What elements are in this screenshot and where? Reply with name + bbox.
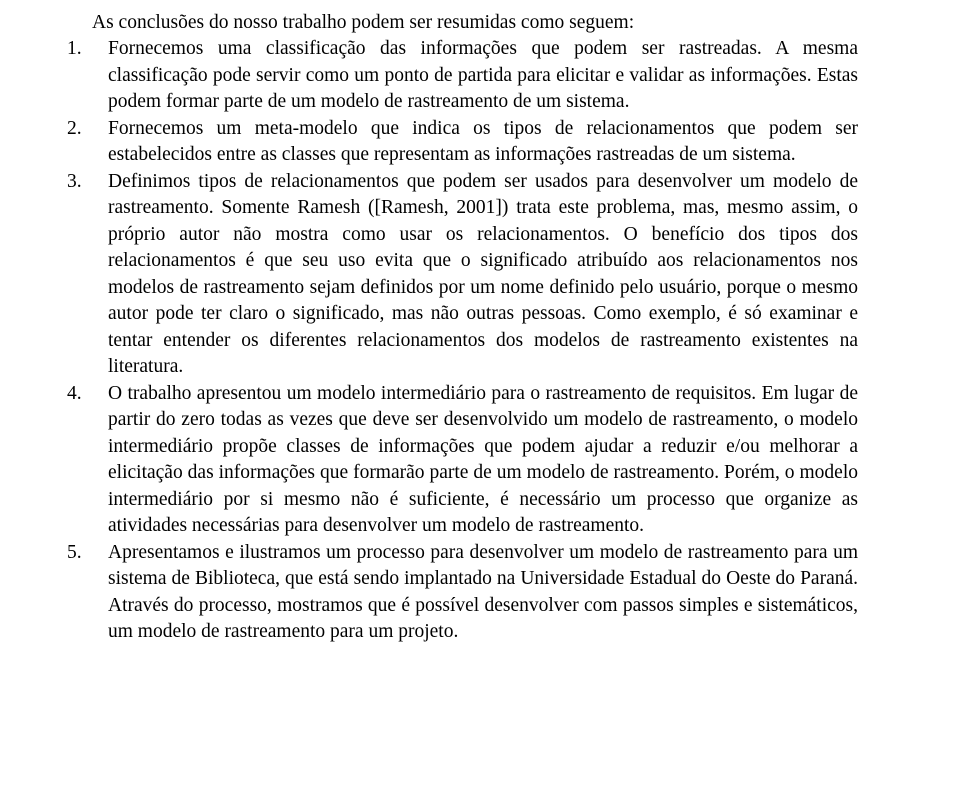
list-item-text: Fornecemos um meta-modelo que indica os tipos de relacionamentos que podem ser estabelecidos entre as classes que representam as informações rastreadas de um sistema. <box>108 117 858 165</box>
list-item-text: Definimos tipos de relacionamentos que podem ser usados para desenvolver um modelo de rastreamento. Somente Ramesh ([Ramesh, 2001]) trata este problema, mas, mesmo assim, o próprio autor não mostra como usar os relacionamentos. O benefício dos tipos dos relacionamentos é que seu uso evita que o significado atribuído aos relacionamentos nos modelos de rastreamento sejam definidos por um nome definido pelo usuário, porque o mesmo autor pode ter claro o significado, mas não outras pessoas. Como exemplo, é só examinar e tentar entender os diferentes relacionamentos dos modelos de rastreamento existentes na literatura. <box>108 170 858 377</box>
list-item <box>0 540 957 646</box>
list-item-text: Apresentamos e ilustramos um processo para desenvolver um modelo de rastreamento para um sistema de Biblioteca, que está sendo implantado na Universidade Estadual do Oeste do Paraná. Através do processo, mostramos que é possível desenvolver com passos simples e sistemáticos, um modelo de rastreamento para um projeto. <box>108 541 858 642</box>
list-item-number: 1. <box>67 38 82 59</box>
conclusions-list <box>0 36 957 646</box>
list-item <box>0 116 957 169</box>
list-item <box>0 381 957 540</box>
list-item-text: O trabalho apresentou um modelo intermediário para o rastreamento de requisitos. Em lugar de partir do zero todas as vezes que deve ser desenvolvido um modelo de rastreamento, o modelo intermediário propõe classes de informações que podem ajudar a reduzir e/ou melhorar a elicitação das informações que formarão parte de um modelo de rastreamento. Porém, o modelo intermediário por si mesmo não é suficiente, é necessário um processo que organize as atividades necessárias para desenvolver um modelo de rastreamento. <box>108 382 858 536</box>
list-item-number: 5. <box>67 541 82 563</box>
list-item-text: Fornecemos uma classificação das informações que podem ser rastreadas. A mesma classificação pode servir como um ponto de partida para elicitar e validar as informações. Estas podem formar parte de um modelo de rastreamento de um sistema. <box>108 38 858 112</box>
list-item <box>0 36 957 116</box>
list-item-number: 2. <box>67 117 82 139</box>
list-item-number: 3. <box>67 170 82 192</box>
intro-paragraph: As conclusões do nosso trabalho podem ser resumidas como seguem: <box>92 12 635 33</box>
list-item <box>0 169 957 381</box>
list-item-number: 4. <box>67 382 82 404</box>
